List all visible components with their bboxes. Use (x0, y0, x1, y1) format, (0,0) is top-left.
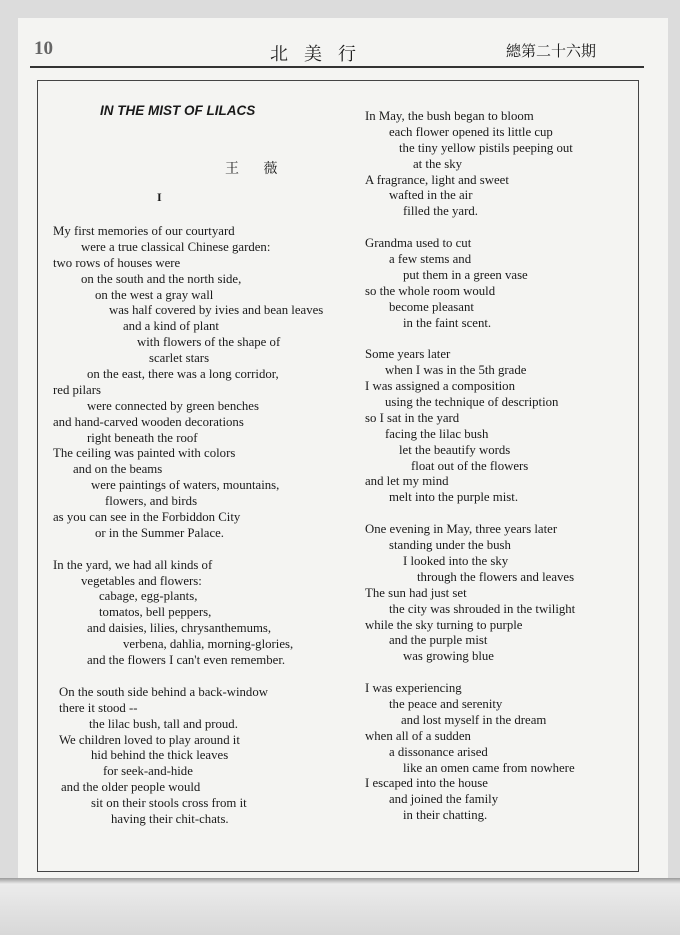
poem-line: I was assigned a composition (365, 379, 515, 394)
poem-line: and a kind of plant (123, 319, 219, 334)
poem-line: Some years later (365, 347, 451, 362)
stanza-break (365, 331, 575, 347)
author-name: 王 薇 (225, 161, 288, 177)
poem-title: IN THE MIST OF LILACS (100, 103, 256, 118)
poem-line: On the south side behind a back-window (59, 684, 268, 699)
poem-line: in the faint scent. (403, 315, 492, 330)
poem-line: was half covered by ivies and bean leaves (109, 303, 324, 318)
poem-line: standing under the bush (389, 538, 511, 553)
stanza-break (53, 669, 323, 685)
poem-line: My first memories of our courtyard (53, 224, 235, 238)
poem-line: cabage, egg-plants, (99, 589, 198, 604)
poem-line: and lost myself in the dream (401, 712, 547, 727)
poem-line: two rows of houses were (53, 255, 181, 270)
poem-line: Grandma used to cut (365, 236, 472, 251)
poem-line: One evening in May, three years later (365, 522, 558, 537)
poem-line: scarlet stars (149, 351, 210, 366)
poem-line: put them in a green vase (403, 267, 528, 282)
poem-line: on the east, there was a long corridor, (87, 367, 279, 382)
poem-line: I escaped into the house (365, 776, 488, 791)
poem-line: there it stood -- (59, 700, 138, 715)
poem-line: right beneath the roof (87, 430, 198, 445)
poem-line: and on the beams (73, 462, 163, 477)
issue-label: 總第二十六期 (506, 42, 597, 60)
poem-line: I was experiencing (365, 681, 462, 696)
poem-line: and the flowers I can't even remember. (87, 653, 286, 668)
poem-line: each flower opened its little cup (389, 124, 553, 139)
poem-line: red pilars (53, 382, 101, 397)
stanza-break (365, 665, 575, 681)
poem-line: through the flowers and leaves (417, 569, 575, 584)
poem-line: tomatos, bell peppers, (99, 605, 212, 620)
poem-line: the lilac bush, tall and proud. (89, 716, 238, 731)
poem-line: In May, the bush began to bloom (365, 109, 534, 123)
right-column (365, 109, 575, 824)
poem-line: the tiny yellow pistils peeping out (399, 140, 573, 155)
poem-line: We children loved to play around it (59, 732, 240, 747)
poem-line: facing the lilac bush (385, 426, 489, 441)
poem-line: when all of a sudden (365, 728, 471, 743)
poem-line: and joined the family (389, 792, 499, 807)
section-number: I (157, 190, 162, 204)
poem-line: and let my mind (365, 474, 449, 489)
poem-line: in their chatting. (403, 808, 488, 823)
stanza-break (53, 542, 323, 558)
poem-line: verbena, dahlia, morning-glories, (123, 637, 294, 652)
poem-line: In the yard, we had all kinds of (53, 557, 213, 572)
poem-line: were paintings of waters, mountains, (91, 478, 280, 493)
stanza-break (365, 506, 575, 522)
poem-line: filled the yard. (403, 204, 478, 219)
poem-line: when I was in the 5th grade (385, 363, 527, 378)
poem-line: so the whole room would (365, 283, 496, 298)
poem-line: or in the Summer Palace. (95, 525, 224, 540)
poem-line: the city was shrouded in the twilight (389, 601, 576, 616)
poem-line: using the technique of description (385, 395, 559, 410)
magazine-title: 北美行 (270, 44, 372, 65)
poem-line: for seek-and-hide (103, 764, 193, 779)
poem-line: was growing blue (403, 649, 494, 664)
poem-line: flowers, and birds (105, 494, 198, 509)
poem-line: like an omen came from nowhere (403, 760, 575, 775)
poem-line: I looked into the sky (403, 553, 509, 568)
poem-line: and the purple mist (389, 633, 488, 648)
poem-line: at the sky (413, 156, 463, 171)
poem-line: the peace and serenity (389, 696, 503, 711)
poem-line: were connected by green benches (87, 398, 259, 413)
stanza-break (365, 220, 575, 236)
poem-line: wafted in the air (389, 188, 473, 203)
poem-line: were a true classical Chinese garden: (81, 239, 271, 254)
poem-line: a few stems and (389, 252, 472, 267)
poem-line: as you can see in the Forbiddon City (53, 510, 241, 525)
poem-line: while the sky turning to purple (365, 617, 523, 632)
poem-line: so I sat in the yard (365, 410, 460, 425)
poem-line: The ceiling was painted with colors (53, 446, 236, 461)
poem-line: hid behind the thick leaves (91, 748, 229, 763)
poem-line: and hand-carved wooden decorations (53, 414, 244, 429)
poem-line: A fragrance, light and sweet (365, 172, 509, 187)
poem-line: float out of the flowers (411, 458, 529, 473)
poem-line: sit on their stools cross from it (91, 796, 247, 811)
poem-line: having their chit-chats. (111, 811, 229, 826)
poem-line: let the beautify words (399, 442, 511, 457)
header-rule (30, 66, 644, 68)
page-bottom-edge (0, 878, 680, 935)
poem-line: on the south and the north side, (81, 271, 242, 286)
left-column (53, 224, 323, 828)
poem-line: The sun had just set (365, 585, 467, 600)
poem-line: with flowers of the shape of (137, 335, 281, 350)
poem-line: and daisies, lilies, chrysanthemums, (87, 621, 272, 636)
poem-line: and the older people would (61, 780, 201, 795)
page-number: 10 (34, 38, 53, 59)
poem-line: melt into the purple mist. (389, 490, 519, 505)
poem-line: a dissonance arised (389, 744, 488, 759)
poem-line: become pleasant (389, 299, 474, 314)
poem-line: vegetables and flowers: (81, 573, 202, 588)
poem-line: on the west a gray wall (95, 287, 214, 302)
